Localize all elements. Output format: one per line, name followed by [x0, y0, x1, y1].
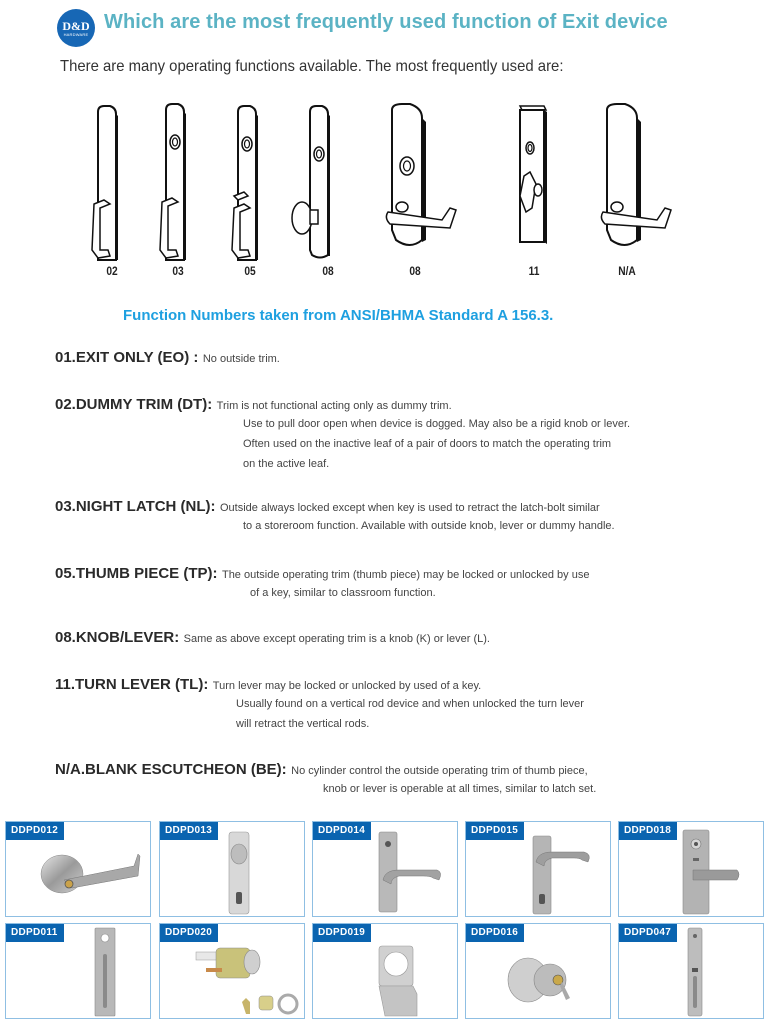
function-02	[55, 396, 631, 470]
product-code: DDPD018	[619, 822, 677, 840]
product-code: DDPD013	[160, 822, 218, 840]
function-desc: No outside trim.	[202, 353, 280, 365]
function-heading: 02.DUMMY TRIM (DT):	[55, 396, 213, 413]
function-desc: knob or lever is operable at all times, similar to latch set.	[323, 783, 597, 795]
function-03	[55, 498, 615, 532]
product-code: DDPD011	[6, 924, 64, 942]
standard-note: Function Numbers taken from ANSI/BHMA Standard A 156.3.	[123, 307, 554, 324]
product-card-ddpd047[interactable]	[618, 923, 764, 1019]
product-code: DDPD012	[6, 822, 64, 840]
product-card-ddpd012[interactable]	[5, 821, 151, 917]
diagram-label: 11	[528, 264, 540, 278]
function-heading: N/A.BLANK ESCUTCHEON (BE):	[55, 761, 287, 778]
function-diagrams	[80, 100, 700, 290]
function-desc: of a key, similar to classroom function.	[250, 587, 436, 599]
function-heading: 11.TURN LEVER (TL):	[55, 676, 209, 693]
pull-handle-trim-icon	[90, 100, 130, 265]
product-code: DDPD047	[619, 924, 677, 942]
product-code: DDPD019	[313, 924, 371, 942]
diagram-label: 08	[409, 264, 421, 278]
product-code: DDPD015	[466, 822, 524, 840]
diagram-label: 03	[172, 264, 184, 278]
knob-trim-icon	[290, 100, 340, 265]
function-05	[55, 565, 590, 599]
diagram-label: N/A	[618, 264, 636, 278]
product-card-ddpd019[interactable]	[312, 923, 458, 1019]
diagram-na	[595, 100, 685, 278]
turn-lever-trim-icon	[510, 100, 560, 265]
function-desc: Use to pull door open when device is dogged. May also be a rigid knob or lever.	[243, 418, 631, 430]
product-code: DDPD016	[466, 924, 524, 942]
function-heading: 03.NIGHT LATCH (NL):	[55, 498, 216, 515]
product-card-ddpd011[interactable]	[5, 923, 151, 1019]
function-heading: 01.EXIT ONLY (EO) :	[55, 349, 199, 366]
function-heading: 05.THUMB PIECE (TP):	[55, 565, 218, 582]
function-desc: Often used on the inactive leaf of a pair of doors to match the operating trim	[243, 438, 612, 450]
thumb-piece-trim-icon	[230, 100, 270, 265]
product-card-ddpd020[interactable]	[159, 923, 305, 1019]
product-card-ddpd018[interactable]	[618, 821, 764, 917]
blank-lever-trim-icon	[595, 100, 685, 265]
product-code: DDPD014	[313, 822, 371, 840]
function-08	[55, 629, 490, 647]
diagram-label: 08	[322, 264, 334, 278]
function-desc: to a storeroom function. Available with outside knob, lever or dummy handle.	[243, 520, 615, 532]
diagram-02	[90, 100, 130, 278]
brand-logo	[57, 9, 95, 47]
diagram-11	[510, 100, 560, 278]
function-desc: on the active leaf.	[243, 458, 330, 470]
function-desc: No cylinder control the outside operating trim of thumb piece,	[291, 765, 588, 777]
function-desc: The outside operating trim (thumb piece) may be locked or unlocked by use	[221, 569, 590, 581]
lever-key-trim-icon	[380, 100, 470, 265]
product-card-ddpd013[interactable]	[159, 821, 305, 917]
key-pull-handle-trim-icon	[158, 100, 198, 265]
function-01	[55, 349, 280, 367]
diagram-label: 02	[106, 264, 118, 278]
function-heading: 08.KNOB/LEVER:	[55, 629, 180, 646]
product-card-ddpd015[interactable]	[465, 821, 611, 917]
function-desc: Usually found on a vertical rod device and when unlocked the turn lever	[236, 698, 584, 710]
diagram-08-knob	[290, 100, 340, 278]
diagram-08-lever	[380, 100, 470, 278]
function-desc: will retract the vertical rods.	[236, 718, 370, 730]
product-card-ddpd014[interactable]	[312, 821, 458, 917]
function-na	[55, 761, 597, 795]
product-card-ddpd016[interactable]	[465, 923, 611, 1019]
function-desc: Outside always locked except when key is used to retract the latch-bolt similar	[220, 502, 600, 514]
function-desc: Trim is not functional acting only as dummy trim.	[216, 400, 452, 412]
page-title: Which are the most frequently used function of Exit device	[104, 11, 668, 33]
function-desc: Same as above except operating trim is a knob (K) or lever (L).	[183, 633, 490, 645]
product-code: DDPD020	[160, 924, 218, 942]
diagram-03	[158, 100, 198, 278]
function-desc: Turn lever may be locked or unlocked by used of a key.	[212, 680, 482, 692]
logo-text: D&D	[62, 19, 90, 33]
page-subtitle: There are many operating functions available. The most frequently used are:	[60, 58, 564, 75]
diagram-label: 05	[244, 264, 256, 278]
function-11	[55, 676, 584, 730]
diagram-05	[230, 100, 270, 278]
logo-subtext: HARDWARE	[63, 32, 89, 37]
